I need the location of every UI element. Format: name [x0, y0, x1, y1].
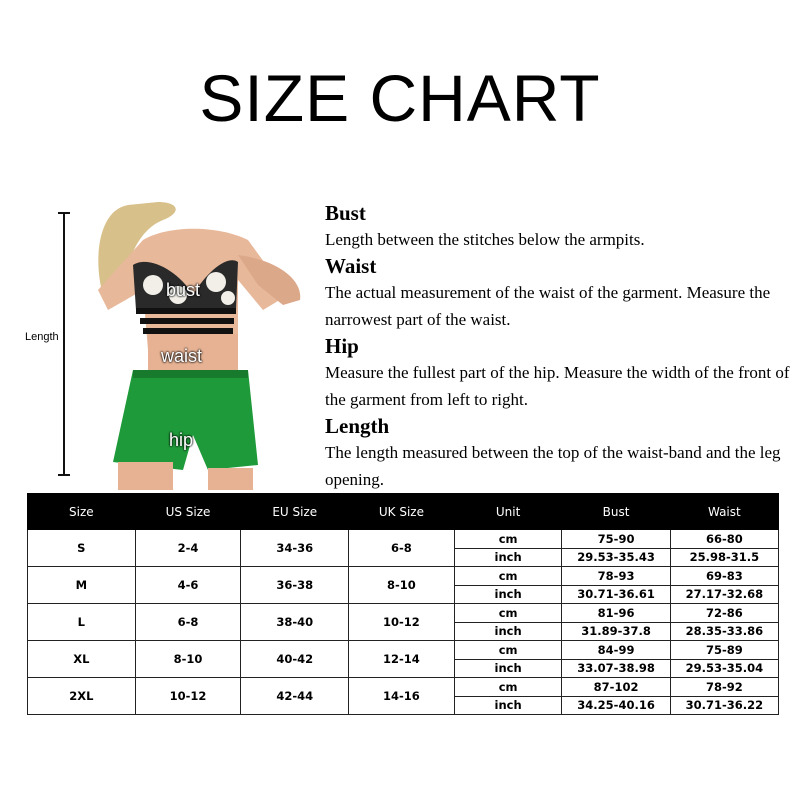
model-illustration — [88, 200, 318, 490]
bust-cell: 33.07-38.98 — [562, 659, 670, 678]
hip-description: Measure the fullest part of the hip. Measure the width of the front of the garment from left to right. — [325, 363, 790, 409]
header-eu-size: EU Size — [241, 494, 349, 530]
table-row — [28, 567, 779, 586]
bust-cell: 75-90 — [562, 530, 670, 549]
uk-size-cell: 12-14 — [349, 641, 455, 678]
header-us-size: US Size — [135, 494, 241, 530]
hip-heading: Hip — [325, 334, 359, 358]
waist-cell: 27.17-32.68 — [670, 585, 778, 604]
table-row — [28, 641, 779, 660]
length-label: Length — [25, 331, 59, 343]
bust-cell: 87-102 — [562, 678, 670, 697]
header-uk-size: UK Size — [349, 494, 455, 530]
size-cell: S — [28, 530, 136, 567]
header-size: Size — [28, 494, 136, 530]
us-size-cell: 2-4 — [135, 530, 241, 567]
table-row — [28, 604, 779, 623]
uk-size-cell: 6-8 — [349, 530, 455, 567]
length-heading: Length — [325, 414, 390, 438]
table-row — [28, 530, 779, 549]
bust-description: Length between the stitches below the armpits. — [325, 230, 645, 249]
unit-cell: cm — [454, 567, 562, 586]
waist-heading: Waist — [325, 254, 377, 278]
waist-cell: 69-83 — [670, 567, 778, 586]
uk-size-cell: 10-12 — [349, 604, 455, 641]
measurement-descriptions — [325, 200, 795, 493]
bust-cell: 81-96 — [562, 604, 670, 623]
unit-cell: cm — [454, 530, 562, 549]
unit-cell: cm — [454, 641, 562, 660]
waist-description: The actual measurement of the waist of the garment. Measure the narrowest part of the waist. — [325, 283, 771, 329]
bust-label: bust — [166, 280, 201, 300]
waist-cell: 72-86 — [670, 604, 778, 623]
hip-label: hip — [169, 430, 194, 450]
size-table — [27, 493, 779, 715]
eu-size-cell: 38-40 — [241, 604, 349, 641]
uk-size-cell: 8-10 — [349, 567, 455, 604]
model-figure — [88, 200, 318, 490]
unit-cell: inch — [454, 659, 562, 678]
size-cell: XL — [28, 641, 136, 678]
unit-cell: inch — [454, 548, 562, 567]
us-size-cell: 10-12 — [135, 678, 241, 715]
waist-cell: 78-92 — [670, 678, 778, 697]
table-header-row — [28, 494, 779, 530]
us-size-cell: 4-6 — [135, 567, 241, 604]
length-indicator-top-cap — [58, 212, 70, 214]
unit-cell: cm — [454, 604, 562, 623]
eu-size-cell: 42-44 — [241, 678, 349, 715]
length-description: The length measured between the top of the waist-band and the leg opening. — [325, 443, 781, 489]
table-row — [28, 678, 779, 697]
bust-cell: 31.89-37.8 — [562, 622, 670, 641]
us-size-cell: 8-10 — [135, 641, 241, 678]
page-title: SIZE CHART — [199, 61, 601, 135]
uk-size-cell: 14-16 — [349, 678, 455, 715]
unit-cell: inch — [454, 696, 562, 715]
header-unit: Unit — [454, 494, 562, 530]
unit-cell: inch — [454, 585, 562, 604]
waist-cell: 30.71-36.22 — [670, 696, 778, 715]
us-size-cell: 6-8 — [135, 604, 241, 641]
header-bust: Bust — [562, 494, 670, 530]
bust-heading: Bust — [325, 201, 366, 225]
waist-cell: 75-89 — [670, 641, 778, 660]
bust-cell: 78-93 — [562, 567, 670, 586]
waist-cell: 25.98-31.5 — [670, 548, 778, 567]
waist-cell: 29.53-35.04 — [670, 659, 778, 678]
bust-cell: 84-99 — [562, 641, 670, 660]
waist-cell: 66-80 — [670, 530, 778, 549]
unit-cell: cm — [454, 678, 562, 697]
length-indicator-bottom-cap — [58, 474, 70, 476]
bust-cell: 30.71-36.61 — [562, 585, 670, 604]
length-indicator-line — [63, 213, 65, 475]
eu-size-cell: 34-36 — [241, 530, 349, 567]
unit-cell: inch — [454, 622, 562, 641]
bust-cell: 29.53-35.43 — [562, 548, 670, 567]
eu-size-cell: 40-42 — [241, 641, 349, 678]
waist-cell: 28.35-33.86 — [670, 622, 778, 641]
waist-label: waist — [161, 346, 203, 366]
bust-cell: 34.25-40.16 — [562, 696, 670, 715]
header-waist: Waist — [670, 494, 778, 530]
eu-size-cell: 36-38 — [241, 567, 349, 604]
size-cell: 2XL — [28, 678, 136, 715]
size-cell: M — [28, 567, 136, 604]
size-cell: L — [28, 604, 136, 641]
